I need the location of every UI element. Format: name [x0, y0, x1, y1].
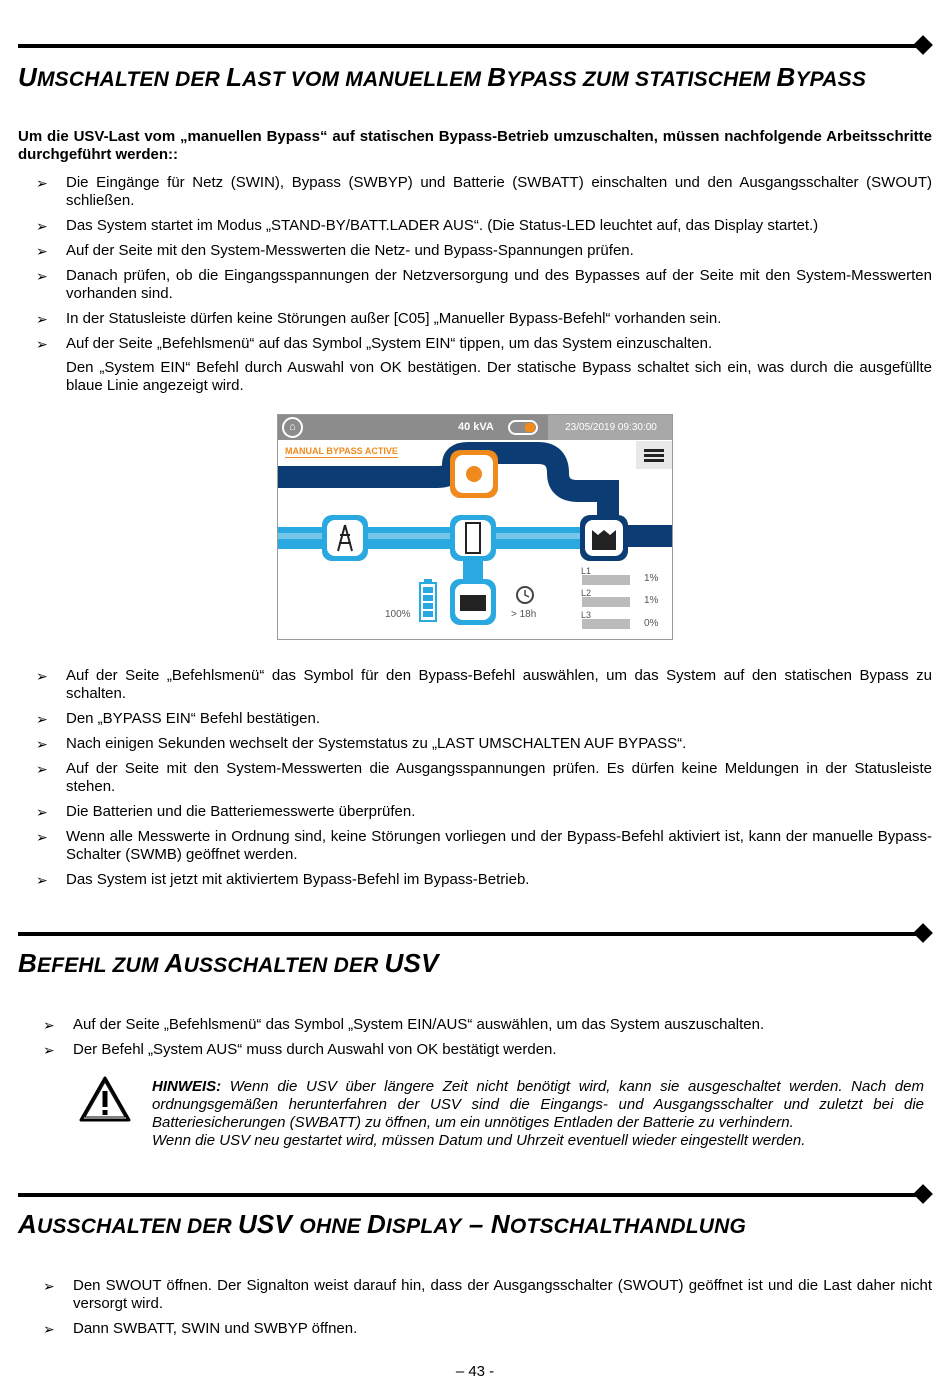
heading-part: USV	[237, 1209, 300, 1239]
heading-part: OHNE	[299, 1215, 367, 1238]
power-rating: 40 kVA	[458, 421, 494, 433]
note-line2: Wenn die USV neu gestartet wird, müssen Datum und Uhrzeit eventuell wieder eingestellt werden.	[152, 1132, 806, 1149]
list-item	[36, 174, 932, 210]
heading-part: USSCHALTEN DER	[36, 1215, 238, 1238]
battery-percent: 100%	[385, 609, 411, 620]
list-item-text: Das System ist jetzt mit aktiviertem Bypass-Befehl im Bypass-Betrieb.	[66, 871, 530, 888]
phase-label-l1: L1	[581, 566, 592, 576]
status-toggle-icon[interactable]	[508, 420, 538, 435]
list-item	[36, 310, 932, 328]
status-label: MANUAL BYPASS ACTIVE	[285, 446, 398, 456]
warning-icon	[78, 1075, 132, 1123]
list-item-text: Danach prüfen, ob die Eingangsspannungen der Netzversorgung und des Bypasses auf der Seite mit den System-Messwerten vorhanden sind.	[66, 267, 932, 302]
list-item	[36, 217, 932, 235]
step-list-c	[43, 1016, 932, 1066]
runtime: > 18h	[511, 609, 537, 620]
note-text: Wenn die USV über längere Zeit nicht benötigt wird, kann sie ausgeschaltet werden. Nach dem ordnungsgemäßen herunterfahren der USV sind die Eingangs- und Ausgangsschalter und zuletzt bei die Batteriesicherungen (SWBATT) zu öffnen, um ein unnötiges Entladen der Batterie zu verhindern.	[152, 1078, 924, 1131]
list-item	[36, 667, 932, 703]
heading-part: B	[487, 62, 507, 92]
page-number: – 43 -	[455, 1363, 495, 1380]
phase-label-l3: L3	[581, 610, 592, 620]
arrow-bullet-icon: ➢	[36, 268, 48, 284]
heading-part: U	[18, 62, 37, 92]
heading-part: – N	[461, 1209, 510, 1239]
list-item-text: Die Eingänge für Netz (SWIN), Bypass (SWBYP) und Batterie (SWBATT) einschalten und den Ausgangsschalter (SWOUT) schließen.	[66, 174, 932, 209]
heading-part: L	[226, 62, 243, 92]
step-list-a	[36, 174, 932, 402]
section-heading-emergency	[18, 1209, 746, 1240]
list-item-text: Der Befehl „System AUS“ muss durch Auswahl von OK bestätigt werden.	[73, 1041, 557, 1058]
list-item-text: Auf der Seite „Befehlsmenü“ das Symbol für den Bypass-Befehl auswählen, um das System auf den statischen Bypass zu schalten.	[66, 667, 932, 702]
list-item	[36, 803, 932, 821]
home-icon[interactable]: ⌂	[282, 417, 303, 438]
arrow-bullet-icon: ➢	[36, 736, 48, 752]
arrow-bullet-icon: ➢	[36, 829, 48, 845]
list-item	[43, 1041, 932, 1059]
list-item	[43, 1320, 932, 1338]
list-item-text: Dann SWBATT, SWIN und SWBYP öffnen.	[73, 1320, 358, 1337]
section-heading-bypass	[18, 62, 866, 93]
list-item-text: Den SWOUT öffnen. Der Signalton weist darauf hin, dass der Ausgangsschalter (SWOUT) geöffnet ist und die Last daher nicht versorgt wird.	[73, 1277, 932, 1312]
heading-part: MSCHALTEN DER	[36, 68, 227, 91]
phase-label-l2: L2	[581, 588, 592, 598]
arrow-bullet-icon: ➢	[36, 311, 48, 327]
arrow-bullet-icon: ➢	[36, 336, 48, 352]
list-item	[43, 1277, 932, 1313]
list-item-text: Nach einigen Sekunden wechselt der Systemstatus zu „LAST UMSCHALTEN AUF BYPASS“.	[66, 735, 687, 752]
list-item	[36, 267, 932, 303]
list-continuation: Den „System EIN“ Befehl durch Auswahl von OK bestätigen. Der statische Bypass schaltet sich ein, was durch die ausgefüllte blaue Linie angezeigt wird.	[66, 359, 932, 394]
list-item-text: Auf der Seite „Befehlsmenü“ das Symbol „System EIN/AUS“ auswählen, um das System auszuschalten.	[73, 1016, 765, 1033]
arrow-bullet-icon: ➢	[36, 872, 48, 888]
list-item	[36, 760, 932, 796]
section-rule	[18, 37, 932, 55]
intro-paragraph: Um die USV-Last vom „manuellen Bypass“ auf statischen Bypass-Betrieb umzuschalten, müssen nachfolgende Arbeitsschritte durchgeführt werden::	[18, 128, 932, 163]
arrow-bullet-icon: ➢	[43, 1278, 55, 1294]
heading-part: ISPLAY	[385, 1215, 462, 1238]
heading-part: EFEHL ZUM	[36, 954, 165, 977]
section-rule	[18, 1186, 932, 1204]
menu-icon[interactable]	[636, 441, 673, 469]
heading-part: A	[18, 1209, 37, 1239]
list-item	[36, 242, 932, 260]
arrow-bullet-icon: ➢	[43, 1042, 55, 1058]
heading-part: YPASS	[795, 68, 867, 91]
phase-value-l1: 1%	[644, 573, 659, 584]
heading-part: AST VOM MANUELLEM	[242, 68, 488, 91]
heading-part: D	[366, 1209, 386, 1239]
heading-part: B	[776, 62, 796, 92]
heading-part: USSCHALTEN DER	[183, 954, 385, 977]
heading-part: OTSCHALTHANDLUNG	[509, 1215, 747, 1238]
arrow-bullet-icon: ➢	[36, 668, 48, 684]
note-paragraph	[152, 1078, 924, 1150]
phase-value-l2: 1%	[644, 595, 659, 606]
list-item	[36, 828, 932, 864]
list-item-text: Auf der Seite mit den System-Messwerten die Netz- und Bypass-Spannungen prüfen.	[66, 242, 634, 259]
list-item-text: Wenn alle Messwerte in Ordnung sind, keine Störungen vorliegen und der Bypass-Befehl aktiviert ist, kann der manuelle Bypass-Schalter (SWMB) geöffnet werden.	[66, 828, 932, 863]
datetime: 23/05/2019 09:30:00	[548, 415, 673, 440]
arrow-bullet-icon: ➢	[36, 804, 48, 820]
list-item-text: Das System startet im Modus „STAND-BY/BATT.LADER AUS“. (Die Status-LED leuchtet auf, das Display startet.)	[66, 217, 819, 234]
heading-part: USV	[384, 948, 439, 978]
arrow-bullet-icon: ➢	[43, 1321, 55, 1337]
phase-value-l3: 0%	[644, 618, 659, 629]
list-item	[36, 871, 932, 889]
list-item-text: In der Statusleiste dürfen keine Störungen außer [C05] „Manueller Bypass-Befehl“ vorhanden sein.	[66, 310, 722, 327]
section-rule	[18, 925, 932, 943]
ups-display-screenshot	[277, 414, 673, 640]
list-item-text: Den „BYPASS EIN“ Befehl bestätigen.	[66, 710, 321, 727]
step-list-d	[43, 1277, 932, 1345]
list-item	[36, 710, 932, 728]
step-list-b	[36, 667, 932, 896]
list-item	[36, 735, 932, 753]
list-item	[43, 1016, 932, 1034]
arrow-bullet-icon: ➢	[36, 711, 48, 727]
arrow-bullet-icon: ➢	[36, 175, 48, 191]
heading-part: A	[164, 948, 184, 978]
arrow-bullet-icon: ➢	[36, 218, 48, 234]
arrow-bullet-icon: ➢	[36, 761, 48, 777]
heading-part: YPASS ZUM STATISCHEM	[506, 68, 777, 91]
list-item-text: Die Batterien und die Batteriemesswerte überprüfen.	[66, 803, 416, 820]
note-label: HINWEIS:	[152, 1078, 222, 1095]
list-item-text: Auf der Seite „Befehlsmenü“ auf das Symbol „System EIN“ tippen, um das System einzuschalten.	[66, 335, 713, 352]
list-item-text: Auf der Seite mit den System-Messwerten die Ausgangsspannungen prüfen. Es dürfen keine Meldungen in der Statusleiste stehen.	[66, 760, 932, 795]
list-item	[36, 335, 932, 353]
arrow-bullet-icon: ➢	[43, 1017, 55, 1033]
arrow-bullet-icon: ➢	[36, 243, 48, 259]
heading-part: B	[18, 948, 37, 978]
section-heading-shutdown	[18, 948, 439, 979]
